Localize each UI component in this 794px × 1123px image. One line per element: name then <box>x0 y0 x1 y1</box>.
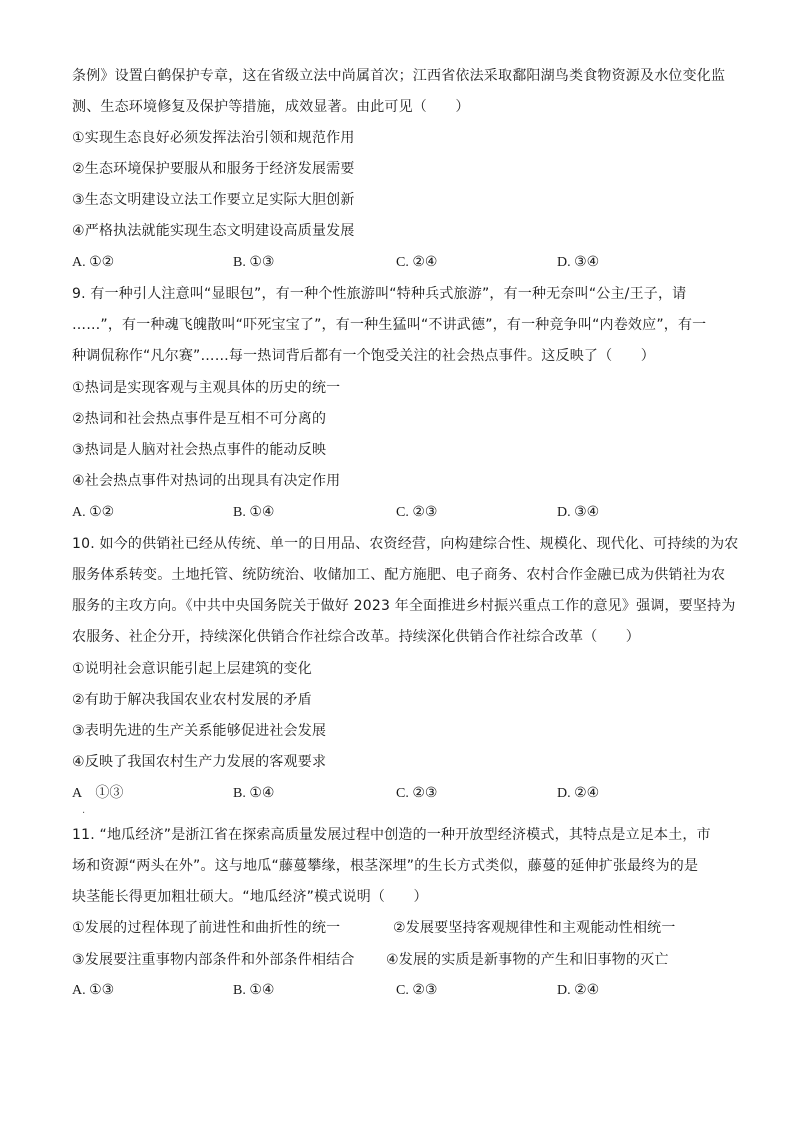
q9-option-b: B. ①④ <box>233 505 275 520</box>
q10-option-b: B. ①④ <box>233 786 275 801</box>
q8-option-a: A. ①② <box>72 255 115 270</box>
q8-stem-line-2: 测、生态环境修复及保护等措施，成效显著。由此可见（ ） <box>72 99 470 115</box>
q8-option-d: D. ③④ <box>557 255 600 270</box>
q9-statement-2: ②热词和社会热点事件是互相不可分离的 <box>72 411 327 427</box>
stray-mark: · <box>82 808 86 819</box>
q11-stem-line-2: 场和资源“两头在外”。这与地瓜“藤蔓攀缘，根茎深埋”的生长方式类似，藤蔓的延伸扩张最终为的是 <box>72 858 699 874</box>
q11-option-b: B. ①④ <box>233 983 275 998</box>
q8-statement-3: ③生态文明建设立法工作要立足实际大胆创新 <box>72 192 355 208</box>
q9-statement-4: ④社会热点事件对热词的出现具有决定作用 <box>72 473 341 489</box>
q10-statement-2: ②有助于解决我国农业农村发展的矛盾 <box>72 692 312 708</box>
q8-statement-4: ④严格执法就能实现生态文明建设高质量发展 <box>72 223 355 239</box>
q8-statement-1: ①实现生态良好必须发挥法治引领和规范作用 <box>72 130 355 146</box>
q9-statement-3: ③热词是人脑对社会热点事件的能动反映 <box>72 442 327 458</box>
q8-statement-2: ②生态环境保护要服从和服务于经济发展需要 <box>72 161 355 177</box>
q11-option-a: A. ①③ <box>72 983 115 998</box>
q11-statement-3: ③发展要注重事物内部条件和外部条件相结合 <box>72 952 355 968</box>
q10-option-d: D. ②④ <box>557 786 600 801</box>
q10-stem-line-4: 农服务、社企分开，持续深化供销合作社综合改革。持续深化供销合作社综合改革（ ） <box>72 629 640 645</box>
q10-stem-line-2: 服务体系转变。土地托管、统防统治、收储加工、配方施肥、电子商务、农村合作金融已成为供销社为农 <box>72 567 726 583</box>
q9-option-a: A. ①② <box>72 505 115 520</box>
q10-statement-1: ①说明社会意识能引起上层建筑的变化 <box>72 661 312 677</box>
q9-stem-line-3: 种调侃称作“凡尔赛”……每一热词背后都有一个饱受关注的社会热点事件。这反映了（ ） <box>72 348 655 364</box>
q9-stem-line-1: 9. 有一种引人注意叫“显眼包”，有一种个性旅游叫“特种兵式旅游”，有一种无奈叫“公主/王子，请 <box>72 286 687 302</box>
q10-option-a: A ①③ <box>72 786 124 801</box>
q11-statement-2: ②发展要坚持客观规律性和主观能动性相统一 <box>393 920 676 936</box>
q8-stem-line-1: 条例》设置白鹤保护专章，这在省级立法中尚属首次；江西省依法采取鄱阳湖鸟类食物资源及水位变化监 <box>72 68 726 84</box>
q8-option-c: C. ②④ <box>396 255 438 270</box>
q9-option-c: C. ②③ <box>396 505 438 520</box>
q11-option-c: C. ②③ <box>396 983 438 998</box>
q9-statement-1: ①热词是实现客观与主观具体的历史的统一 <box>72 380 341 396</box>
q11-stem-line-1: 11. “地瓜经济”是浙江省在探索高质量发展过程中创造的一种开放型经济模式，其特点是立足本土，市 <box>72 827 711 843</box>
q10-stem-line-3: 服务的主攻方向。《中共中央国务院关于做好 2023 年全面推进乡村振兴重点工作的意见》强调，要坚持为 <box>72 598 736 614</box>
q11-statement-1: ①发展的过程体现了前进性和曲折性的统一 <box>72 920 341 936</box>
q10-statement-4: ④反映了我国农村生产力发展的客观要求 <box>72 754 327 770</box>
q11-option-d: D. ②④ <box>557 983 600 998</box>
q9-option-d: D. ③④ <box>557 505 600 520</box>
q11-statement-4: ④发展的实质是新事物的产生和旧事物的灭亡 <box>386 952 669 968</box>
q11-stem-line-3: 块茎能长得更加粗壮硕大。“地瓜经济”模式说明（ ） <box>72 889 428 905</box>
q10-stem-line-1: 10. 如今的供销社已经从传统、单一的日用品、农资经营，向构建综合性、规模化、现代化、可持续的为农 <box>72 536 739 552</box>
q8-option-b: B. ①③ <box>233 255 275 270</box>
q10-option-c: C. ②③ <box>396 786 438 801</box>
q10-statement-3: ③表明先进的生产关系能够促进社会发展 <box>72 723 327 739</box>
q9-stem-line-2: ……”，有一种魂飞魄散叫“吓死宝宝了”，有一种生猛叫“不讲武德”，有一种竞争叫“内卷效应”，有一 <box>72 317 707 333</box>
